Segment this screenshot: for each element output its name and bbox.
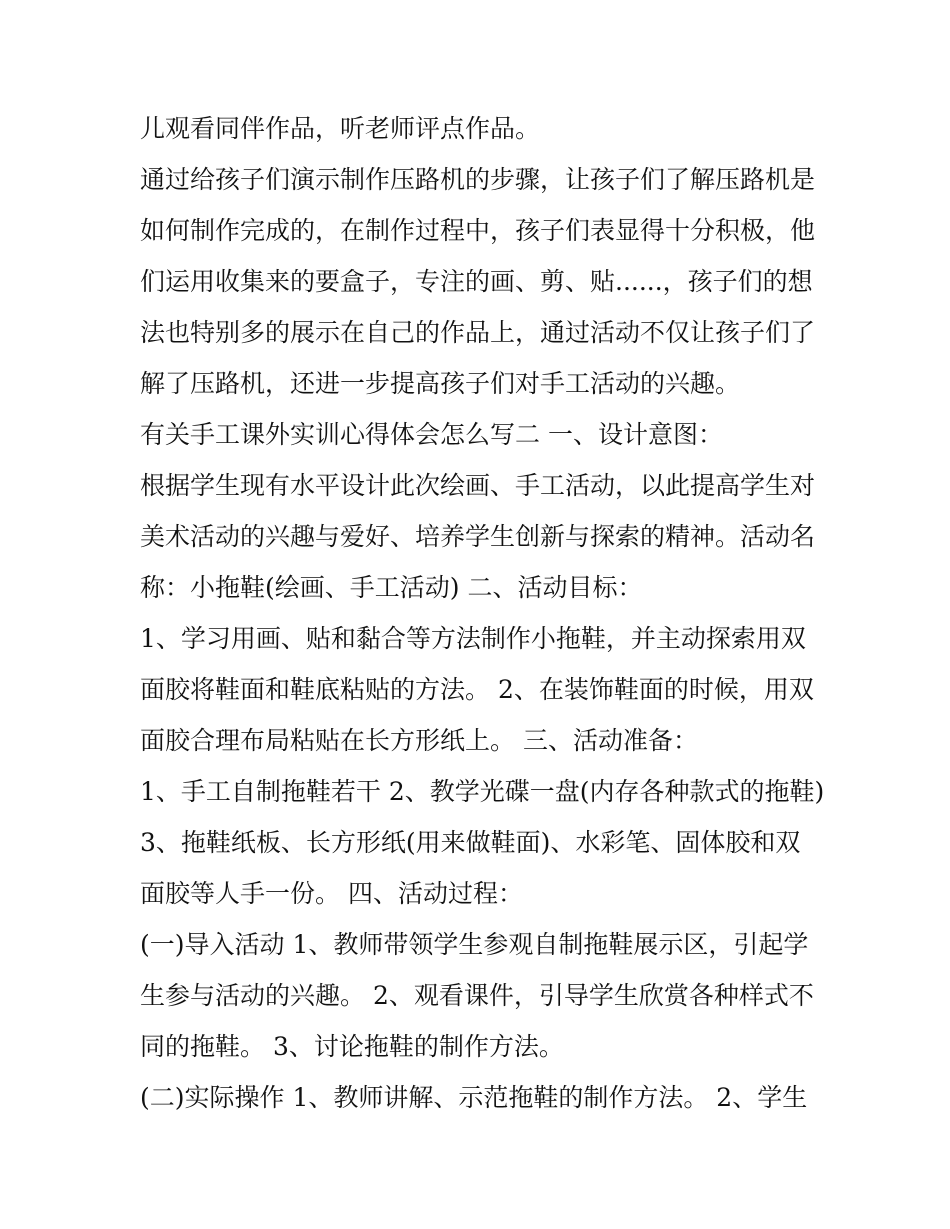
text-line: (二)实际操作 1、教师讲解、示范拖鞋的制作方法。 2、学生 (140, 1083, 808, 1112)
text-line: 们运用收集来的要盒子，专注的画、剪、贴......，孩子们的想 (140, 267, 813, 296)
text-line: 儿观看同伴作品，听老师评点作品。 (140, 114, 541, 143)
text-line: 生参与活动的兴趣。 2、观看课件，引导学生欣赏各种样式不 (140, 981, 814, 1010)
text-line: 根据学生现有水平设计此次绘画、手工活动，以此提高学生对 (140, 471, 816, 500)
text-line: 1、学习用画、贴和黏合等方法制作小拖鞋，并主动探索用双 (140, 624, 806, 653)
text-line: 同的拖鞋。 3、讨论拖鞋的制作方法。 (140, 1032, 564, 1061)
text-line: (一)导入活动 1、教师带领学生参观自制拖鞋展示区，引起学 (140, 930, 809, 959)
text-line: 面胶将鞋面和鞋底粘贴的方法。 2、在装饰鞋面的时候，用双 (140, 675, 814, 704)
text-line: 有关手工课外实训心得体会怎么写二 一、设计意图： (140, 420, 723, 449)
text-line: 如何制作完成的，在制作过程中，孩子们表显得十分积极，他 (140, 216, 816, 245)
text-line: 面胶等人手一份。 四、活动过程： (140, 879, 523, 908)
text-line: 美术活动的兴趣与爱好、培养学生创新与探索的精神。活动名 (140, 522, 816, 551)
text-line: 称：小拖鞋(绘画、手工活动) 二、活动目标： (140, 573, 643, 602)
text-line: 面胶合理布局粘贴在长方形纸上。 三、活动准备： (140, 726, 698, 755)
text-line: 3、拖鞋纸板、长方形纸(用来做鞋面)、水彩笔、固体胶和双 (140, 828, 801, 857)
text-line: 通过给孩子们演示制作压路机的步骤，让孩子们了解压路机是 (140, 165, 816, 194)
text-line: 法也特别多的展示在自己的作品上，通过活动不仅让孩子们了 (140, 318, 816, 347)
text-line: 解了压路机，还进一步提高孩子们对手工活动的兴趣。 (140, 369, 741, 398)
text-line: 1、手工自制拖鞋若干 2、教学光碟一盘(内存各种款式的拖鞋) (140, 777, 825, 806)
